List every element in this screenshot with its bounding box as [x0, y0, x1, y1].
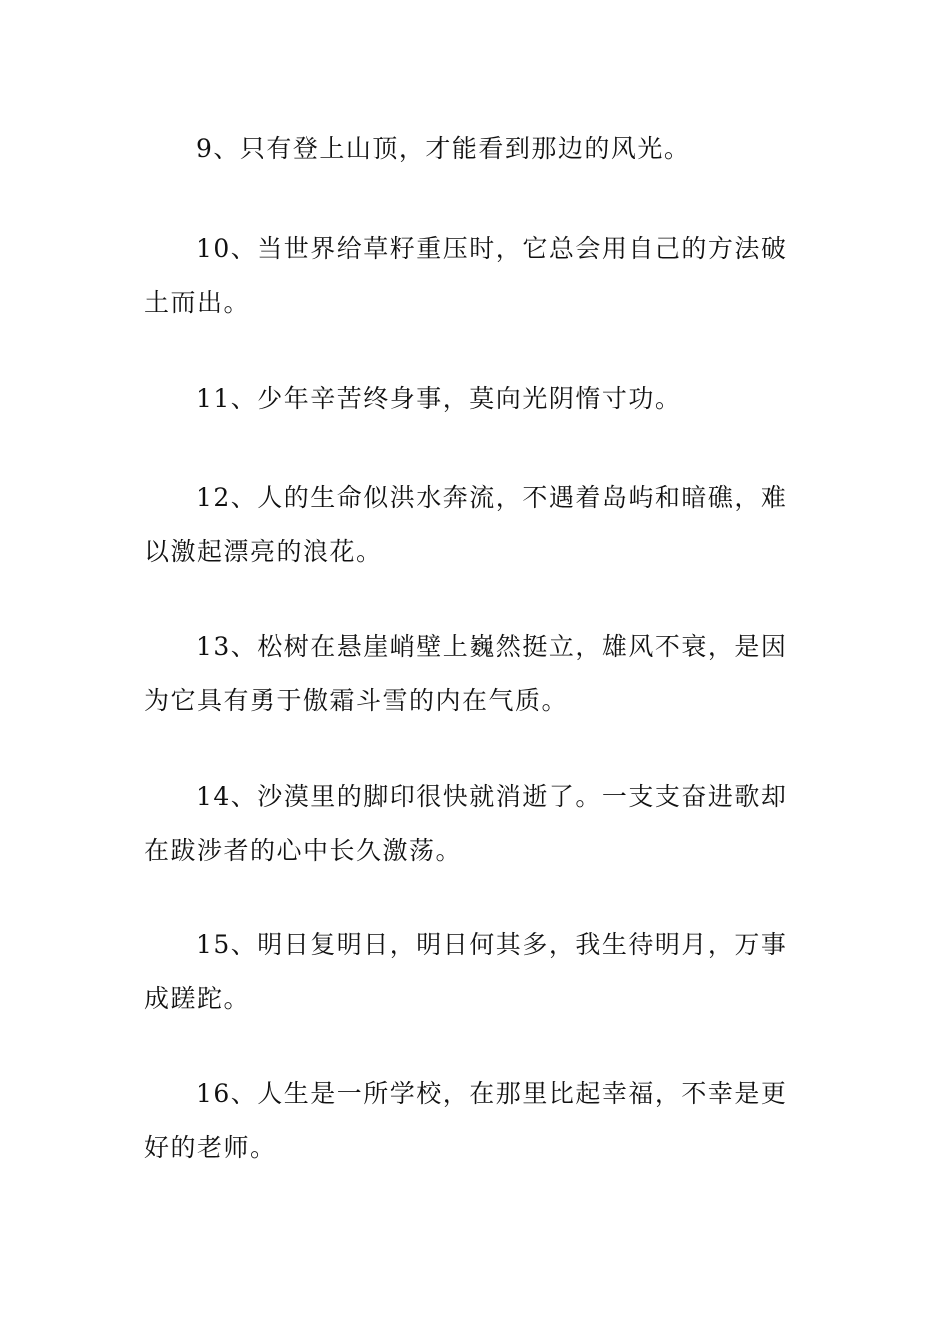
list-item: 14、沙漠里的脚印很快就消逝了。一支支奋进歌却在跋涉者的心中长久激荡。 — [144, 782, 788, 865]
list-item: 9、只有登上山顶，才能看到那边的风光。 — [196, 134, 691, 163]
list-item: 16、人生是一所学校，在那里比起幸福，不幸是更好的老师。 — [144, 1079, 788, 1162]
list-item: 13、松树在悬崖峭壁上巍然挺立，雄风不衰，是因为它具有勇于傲霜斗雪的内在气质。 — [144, 632, 788, 715]
list-item: 12、人的生命似洪水奔流，不遇着岛屿和暗礁，难以激起漂亮的浪花。 — [144, 483, 788, 566]
list-item: 11、少年辛苦终身事，莫向光阴惰寸功。 — [196, 384, 682, 413]
list-item: 15、明日复明日，明日何其多，我生待明月，万事成蹉跎。 — [144, 930, 788, 1013]
list-item: 10、当世界给草籽重压时，它总会用自己的方法破土而出。 — [144, 234, 788, 317]
